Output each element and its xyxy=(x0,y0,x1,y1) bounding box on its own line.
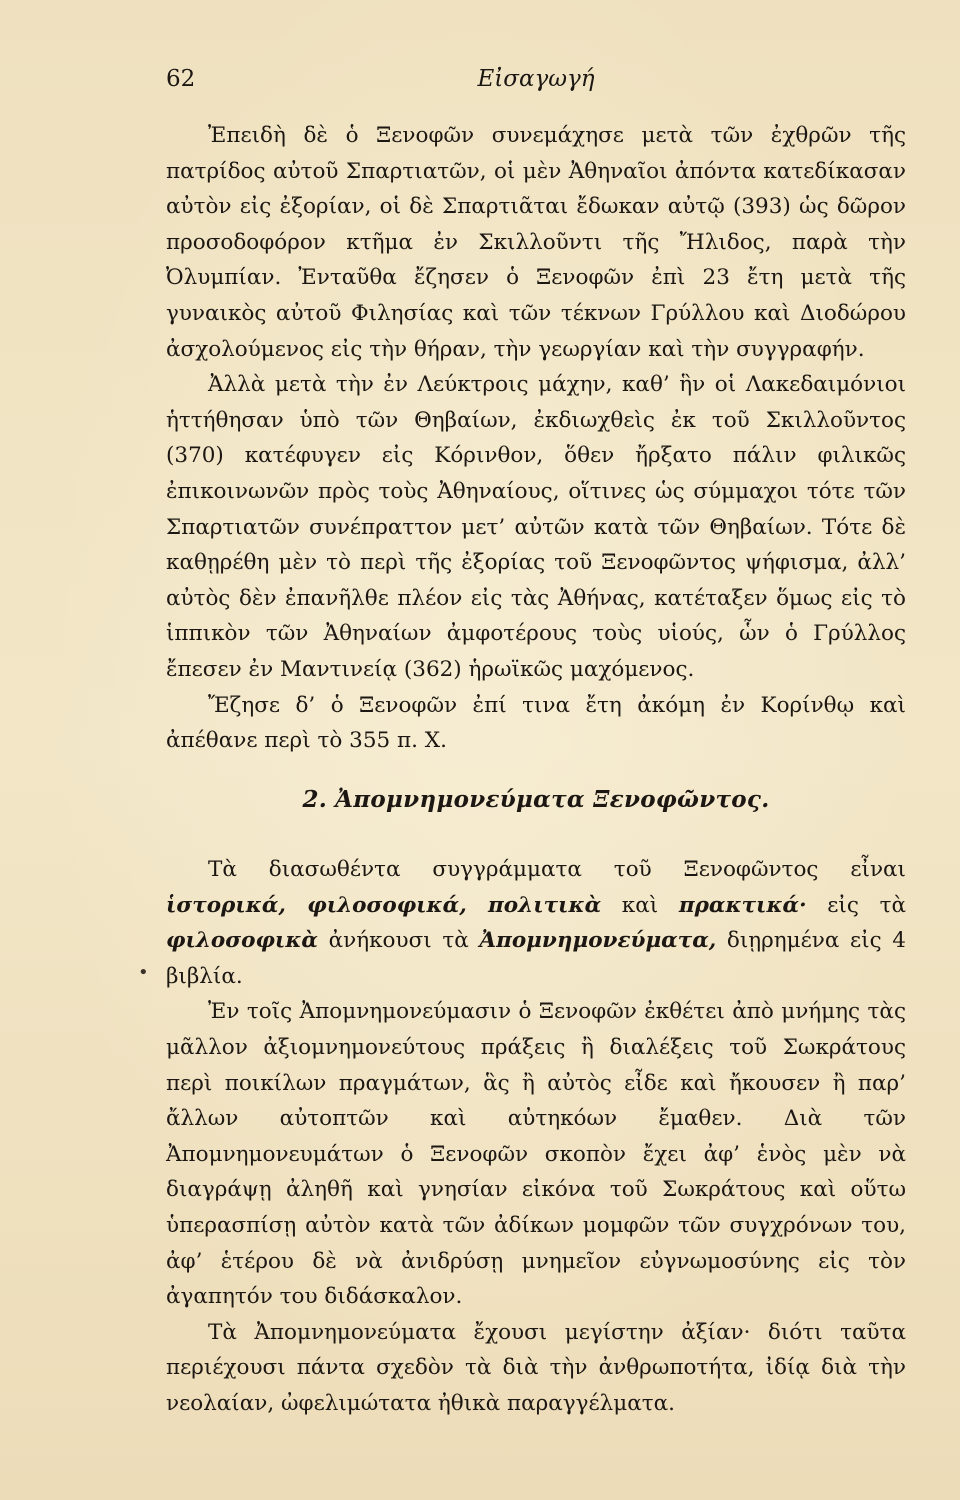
running-head xyxy=(166,66,906,100)
writings-text-4: ἀνήκουσι τὰ xyxy=(317,928,480,954)
paragraph-memorabilia-content: Ἐν τοῖς Ἀπομνημονεύμασιν ὁ Ξενοφῶν ἐκθέτει ἀπὸ μνήμης τὰς μᾶλλον ἀξιομνημονεύτους πράξεις ἢ διαλέξεις τοῦ Σωκράτους περὶ ποικίλων πραγμάτων, ἃς ἢ αὐτὸς εἶδε καὶ ἤκουσεν ἢ παρ’ ἄλλων αὐτοπτῶν καὶ αὐτηκόων ἔμαθεν. Διὰ τῶν Ἀπομνημονευμάτων ὁ Ξενοφῶν σκοπὸν ἔχει ἀφ’ ἑνὸς μὲν νὰ διαγράψῃ ἀληθῆ καὶ γνησίαν εἰκόνα τοῦ Σωκράτους καὶ οὕτω ὑπερασπίσῃ αὐτὸν κατὰ τῶν ἀδίκων μομφῶν τῶν συγχρόνων του, ἀφ’ ἑτέρου δὲ νὰ ἀνιδρύσῃ μνημεῖον εὐγνωμοσύνης εἰς τὸν ἀγαπητόν του διδάσκαλον. xyxy=(166,999,906,1310)
section-heading xyxy=(166,786,906,813)
running-title: Εἰσαγωγή xyxy=(477,66,595,92)
writings-text-3: εἰς τὰ xyxy=(806,892,906,918)
margin-dot-mark: • xyxy=(138,962,149,983)
term-historical-philosophical-political: ἱστορικά, φιλοσοφικά, πολιτικὰ xyxy=(166,892,602,918)
writings-text-1: Τὰ διασωθέντα συγγράμματα τοῦ Ξενοφῶντος εἶναι xyxy=(208,857,906,882)
paragraph-death: Ἔζησε δ’ ὁ Ξενοφῶν ἐπί τινα ἔτη ἀκόμη ἐν Κορίνθῳ καὶ ἀπέθανε περὶ τὸ 355 π. Χ. xyxy=(166,692,906,754)
body-text-top xyxy=(166,118,906,759)
writings-text-5: διῃρημένα εἰς 4 βιβλία. xyxy=(166,928,906,989)
body-text-bottom xyxy=(166,852,906,1422)
writings-text-2: καὶ xyxy=(601,892,679,918)
term-practical: πρακτικά· xyxy=(678,892,807,918)
paragraph-writings xyxy=(166,852,906,994)
page-number: 62 xyxy=(166,66,196,92)
paragraph-exile: Ἐπειδὴ δὲ ὁ Ξενοφῶν συνεμάχησε μετὰ τῶν ἐχθρῶν τῆς πατρίδος αὐτοῦ Σπαρτιατῶν, οἱ μὲν Ἀθηναῖοι ἀπόντα κατεδίκασαν αὐτὸν εἰς ἐξορίαν, οἱ δὲ Σπαρτιᾶται ἔδωκαν αὐτῷ (393) ὡς δῶρον προσοδοφόρον κτῆμα ἐν Σκιλλοῦντι τῆς Ἤλιδος, παρὰ τὴν Ὀλυμπίαν. Ἐνταῦθα ἔζησεν ὁ Ξενοφῶν ἐπὶ 23 ἔτη μετὰ τῆς γυναικὸς αὐτοῦ Φιλησίας καὶ τῶν τέκνων Γρύλλου καὶ Διοδώρου ἀσχολούμενος εἰς τὴν θήραν, τὴν γεωργίαν καὶ τὴν συγγραφήν. xyxy=(166,123,906,362)
term-memorabilia: Ἀπομνημονεύματα, xyxy=(479,928,717,954)
paragraph-corinth: Ἀλλὰ μετὰ τὴν ἐν Λεύκτροις μάχην, καθ’ ἣν οἱ Λακεδαιμόνιοι ἡττήθησαν ὑπὸ τῶν Θηβαίων, ἐκδιωχθεὶς ἐκ τοῦ Σκιλλοῦντος (370) κατέφυγεν εἰς Κόρινθον, ὅθεν ἤρξατο πάλιν φιλικῶς ἐπικοινωνῶν πρὸς τοὺς Ἀθηναίους, οἵτινες ὡς σύμμαχοι τότε τῶν Σπαρτιατῶν συνέπραττον μετ’ αὐτῶν κατὰ τῶν Θηβαίων. Τότε δὲ καθῃρέθη μὲν τὸ περὶ τῆς ἐξορίας τοῦ Ξενοφῶντος ψήφισμα, ἀλλ’ αὐτὸς δὲν ἐπανῆλθε πλέον εἰς τὰς Ἀθήνας, κατέταξεν ὅμως εἰς τὸ ἱππικὸν τῶν Ἀθηναίων ἀμφοτέρους τοὺς υἱούς, ὧν ὁ Γρύλλος ἔπεσεν ἐν Μαντινείᾳ (362) ἡρωϊκῶς μαχόμενος. xyxy=(166,372,906,682)
section-number: 2. xyxy=(302,786,328,813)
section-title: Ἀπομνημονεύματα Ξενοφῶντος. xyxy=(335,786,770,813)
paragraph-memorabilia-value: Τὰ Ἀπομνημονεύματα ἔχουσι μεγίστην ἀξίαν· διότι ταῦτα περιέχουσι πάντα σχεδὸν τὰ διὰ τὴν ἀνθρωποτήτα, ἰδίᾳ διὰ τὴν νεολαίαν, ὠφελιμώτατα ἠθικὰ παραγγέλματα. xyxy=(166,1319,906,1416)
term-philosophical: φιλοσοφικὰ xyxy=(166,928,318,954)
